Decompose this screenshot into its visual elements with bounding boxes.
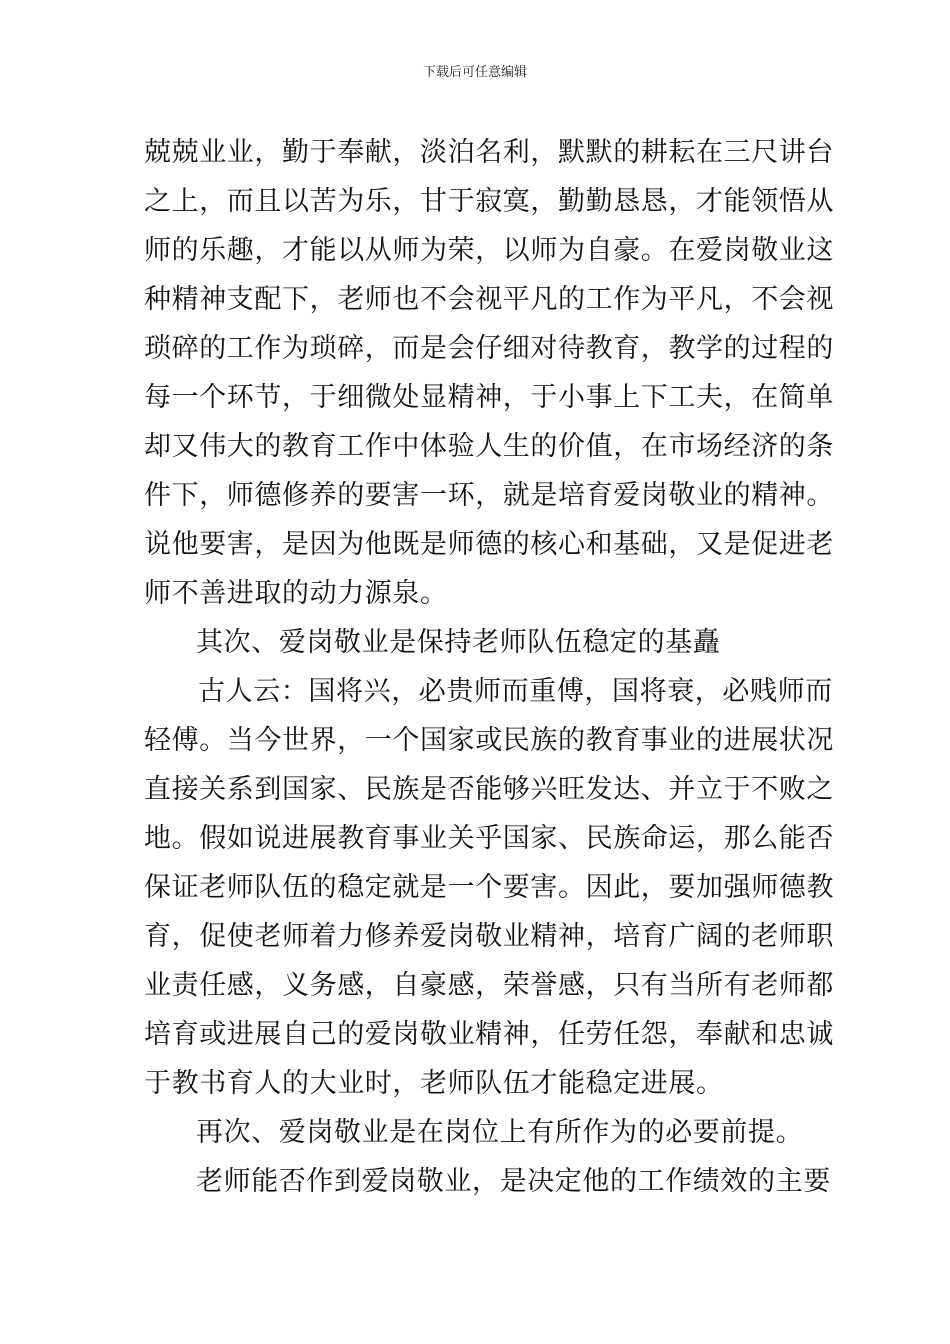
text-line: 老师能否作到爱岗敬业，是决定他的工作绩效的主要 xyxy=(196,1166,831,1197)
text-line: 业责任感，义务感，自豪感，荣誉感，只有当所有老师都 xyxy=(144,970,834,1001)
text-line: 轻傅。当今世界，一个国家或民族的教育事业的进展状况 xyxy=(144,725,834,756)
text-line: 师不善进取的动力源泉。 xyxy=(144,578,448,609)
text-line: 琐碎的工作为琐碎，而是会仔细对待教育，教学的过程的 xyxy=(144,333,834,364)
text-line: 于教书育人的大业时，老师队伍才能稳定进展。 xyxy=(144,1068,724,1099)
text-line: 培育或进展自己的爱岗敬业精神，任劳任怨，奉献和忠诚 xyxy=(144,1019,834,1050)
text-line: 种精神支配下，老师也不会视平凡的工作为平凡，不会视 xyxy=(144,284,834,315)
text-line: 说他要害，是因为他既是师德的核心和基础，又是促进老 xyxy=(144,529,834,560)
text-line: 地。假如说进展教育事业关乎国家、民族命运，那么能否 xyxy=(144,823,834,854)
text-line: 每一个环节，于细微处显精神，于小事上下工夫，在简单 xyxy=(144,382,834,413)
text-line: 师的乐趣，才能以从师为荣，以师为自豪。在爱岗敬业这 xyxy=(144,235,834,266)
document-body xyxy=(144,128,834,1206)
text-line: 古人云：国将兴，必贵师而重傅，国将衰，必贱师而 xyxy=(198,676,833,707)
section-heading: 再次、爱岗敬业是在岗位上有所作为的必要前提。 xyxy=(196,1117,804,1148)
text-line: 保证老师队伍的稳定就是一个要害。因此，要加强师德教 xyxy=(144,872,834,903)
text-line: 直接关系到国家、民族是否能够兴旺发达、并立于不败之 xyxy=(144,774,834,805)
page-header: 下载后可任意编辑 xyxy=(422,65,527,80)
text-line: 之上，而且以苦为乐，甘于寂寞，勤勤恳恳，才能领悟从 xyxy=(144,186,834,217)
text-line: 育，促使老师着力修养爱岗敬业精神，培育广阔的老师职 xyxy=(144,921,834,952)
text-line: 却又伟大的教育工作中体验人生的价值，在市场经济的条 xyxy=(144,431,834,462)
text-line: 兢兢业业，勤于奉献，淡泊名利，默默的耕耘在三尺讲台 xyxy=(144,137,834,168)
text-line: 件下，师德修养的要害一环，就是培育爱岗敬业的精神。 xyxy=(144,480,834,511)
section-heading: 其次、爱岗敬业是保持老师队伍稳定的基矗 xyxy=(196,627,721,658)
